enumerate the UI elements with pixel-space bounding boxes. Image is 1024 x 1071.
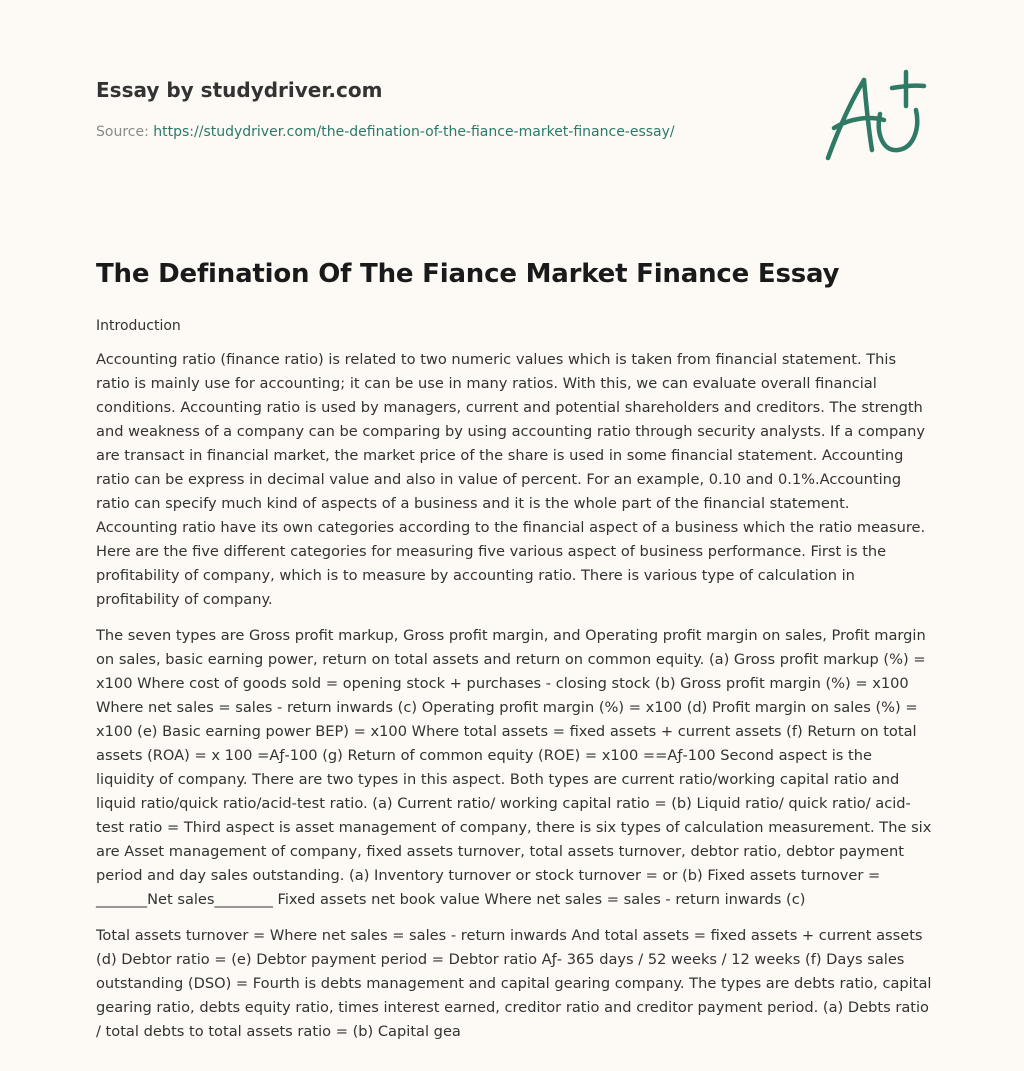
source-link[interactable]: https://studydriver.com/the-defination-of-the-fiance-market-finance-essay/ (153, 124, 675, 140)
site-title: Essay by studydriver.com (96, 78, 383, 102)
source-line (96, 122, 796, 142)
article-title: The Defination Of The Fiance Market Finance Essay (96, 259, 840, 289)
paragraph-3: Total assets turnover = Where net sales = sales - return inwards And total assets = fixed assets + current assets (d) Debtor ratio = (e) Debtor payment period = Debtor ratio Aƒ- 365 days / 52 weeks / 12 weeks (f) Days sales outstanding (DSO) = Fourth is debts management and capital gearing company. The types are debts ratio, capital gearing ratio, debts equity ratio, times interest earned, creditor ratio and creditor payment period. (a) Debts ratio / total debts to total assets ratio = (b) Capital gea (96, 927, 932, 1040)
intro-heading: Introduction (96, 318, 181, 334)
page-header (96, 76, 796, 142)
source-label: Source: (96, 124, 154, 140)
paragraph-2: The seven types are Gross profit markup, Gross profit margin, and Operating profit margin on sales, Profit margin on sales, basic earning power, return on total assets and return on common equity. (a) Gross profit markup (%) = x100 Where cost of goods sold = opening stock + purchases - closing stock (b) Gross profit margin (%) = x100 Where net sales = sales - return inwards (c) Operating profit margin (%) = x100 (d) Profit margin on sales (%) = x100 (e) Basic earning power BEP) = x100 Where total assets = fixed assets + current assets (f) Return on total assets (ROA) = x 100 =Aƒ-100 (g) Return of common equity (ROE) = x100 ==Aƒ-100 Second aspect is the liquidity of company. There are two types in this aspect. Both types are current ratio/working capital ratio and liquid ratio/quick ratio/acid-test ratio. (a) Current ratio/ working capital ratio = (b) Liquid ratio/ quick ratio/ acid-test ratio = Third aspect is asset management of company, there is six types of calculation measurement. The six are Asset management of company, fixed assets turnover, total assets turnover, debtor ratio, debtor payment period and day sales outstanding. (a) Inventory turnover or stock turnover = or (b) Fixed assets turnover = _______Net sales________ Fixed assets net book value Where net sales = sales - return inwards (c) (96, 627, 932, 908)
paragraph-1: Accounting ratio (finance ratio) is related to two numeric values which is taken from financial statement. This ratio is mainly use for accounting; it can be use in many ratios. With this, we can evaluate overall financial conditions. Accounting ratio is used by managers, current and potential shareholders and creditors. The strength and weakness of a company can be comparing by using accounting ratio through security analysts. If a company are transact in financial market, the market price of the share is used in some financial statement. Accounting ratio can be express in decimal value and also in value of percent. For an example, 0.10 and 0.1%.Accounting ratio can specify much kind of aspects of a business and it is the whole part of the financial statement. Accounting ratio have its own categories according to the financial aspect of a business which the ratio measure. Here are the five different categories for measuring five various aspect of business performance. First is the profitability of company, which is to measure by accounting ratio. There is various type of calculation in profitability of company. (96, 351, 926, 608)
article (96, 254, 932, 1044)
a-plus-logo-icon (820, 66, 930, 166)
